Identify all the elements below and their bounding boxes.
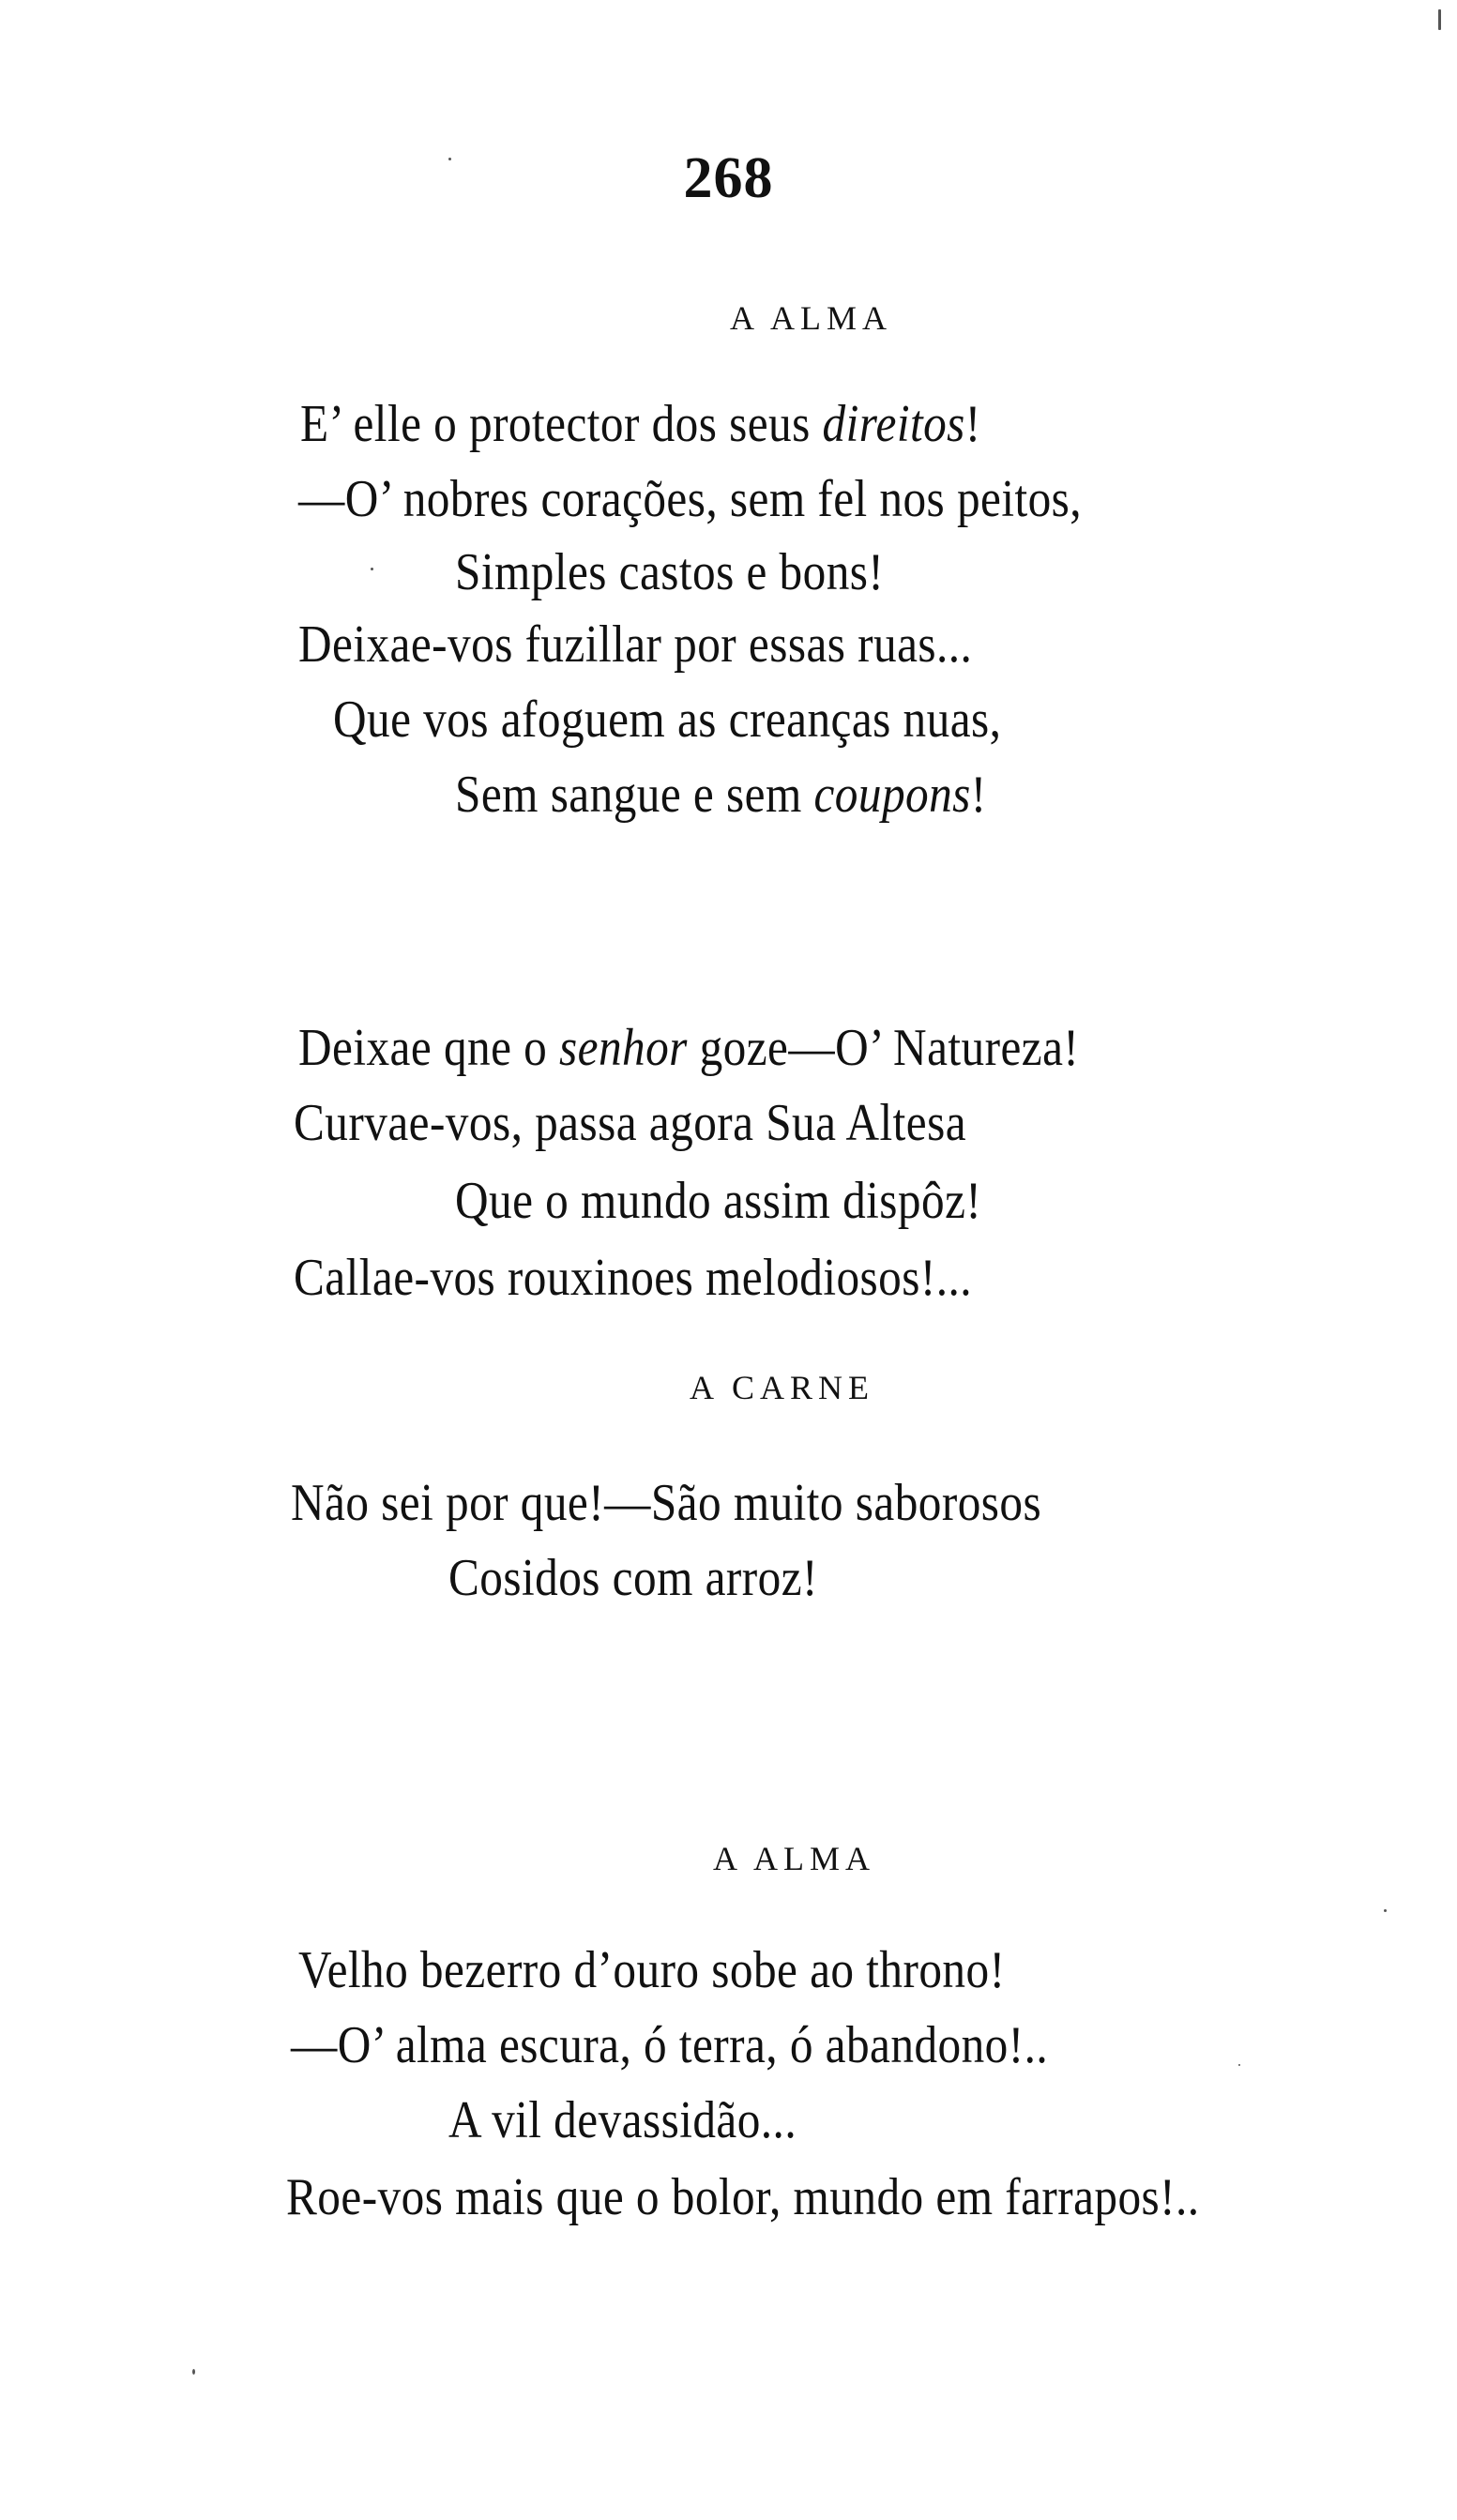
verse-line: Cosidos com arroz! [448, 1549, 818, 1607]
verse-line: Que vos afoguem as creanças nuas, [333, 691, 1002, 749]
verse-line: E’ elle o protector dos seus direitos! [300, 395, 981, 453]
section-heading: A CARNE [690, 1369, 875, 1406]
verse-line: —O’ nobres corações, sem fel nos peitos, [298, 470, 1083, 528]
verse-line: —O’ alma escura, ó terra, ó abandono!.. [291, 2016, 1049, 2074]
verse-line: Simples castos e bons! [455, 543, 885, 601]
verse-line: Deixae-vos fuzillar por essas ruas... [298, 615, 973, 674]
scan-speck [1438, 9, 1441, 30]
scan-speck [192, 2369, 195, 2375]
scan-speck [371, 568, 373, 570]
verse-line: Não sei por que!—São muito saborosos [291, 1474, 1042, 1532]
verse-line: Sem sangue e sem coupons! [455, 766, 987, 824]
verse-line: Que o mundo assim dispôz! [455, 1172, 982, 1230]
verse-line: Curvae-vos, passa agora Sua Altesa [294, 1094, 967, 1152]
verse-line: Roe-vos mais que o bolor, mundo em farrapos!.. [286, 2168, 1200, 2226]
scan-speck [1238, 2064, 1240, 2066]
section-heading: A ALMA [713, 1840, 876, 1877]
section-heading: A ALMA [730, 299, 893, 337]
scan-speck [1384, 1909, 1387, 1912]
page-number: 268 [683, 146, 774, 210]
scan-speck [448, 158, 451, 160]
verse-line: A vil devassidão... [448, 2091, 797, 2149]
verse-line: Callae-vos rouxinoes melodiosos!... [294, 1249, 973, 1307]
verse-line: Deixae qne o senhor goze—O’ Natureza! [298, 1019, 1080, 1077]
verse-line: Velho bezerro d’ouro sobe ao throno! [298, 1941, 1006, 1999]
